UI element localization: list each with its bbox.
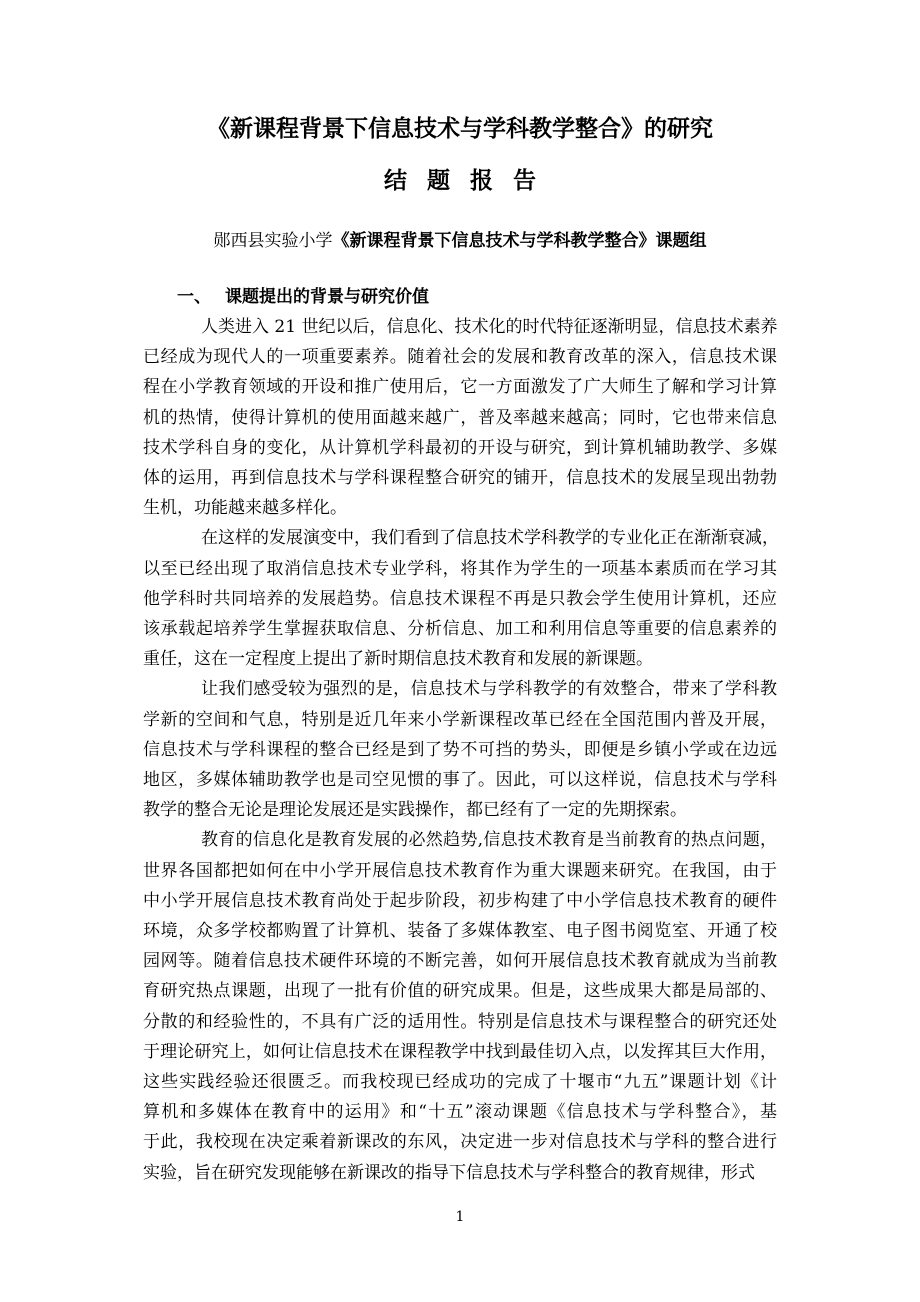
paragraph-line: 地区，多媒体辅助教学也是司空见惯的事了。因此，可以这样说，信息技术与学科 (143, 770, 777, 791)
paragraph-line: 实验，旨在研究发现能够在新课改的指导下信息技术与学科整合的教育规律，形式 (143, 1162, 755, 1183)
paragraph-line: 机的热情，使得计算机的使用面越来越广，普及率越来越高；同时，它也带来信息 (143, 407, 777, 428)
author-group: 《新课程背景下信息技术与学科教学整合》课题组 (332, 231, 707, 251)
paragraph-line: 生机，功能越来越多样化。 (143, 498, 347, 519)
paragraph-line: 技术学科自身的变化，从计算机学科最初的开设与研究，到计算机辅助教学、多媒 (143, 437, 777, 458)
paragraph-line: 这些实践经验还很匮乏。而我校现已经成功的完成了十堰市“九五”课题计划《计 (143, 1072, 777, 1093)
paragraph-line: 人类进入 21 世纪以后，信息化、技术化的时代特征逐渐明显，信息技术素养 (201, 317, 778, 337)
paragraph-line: 中小学开展信息技术教育尚处于起步阶段，初步构建了中小学信息技术教育的硬件 (143, 890, 777, 911)
paragraph-line: 算机和多媒体在教育中的运用》和“十五”滚动课题《信息技术与学科整合》，基 (143, 1102, 777, 1123)
section-heading (177, 283, 429, 311)
paragraph-line: 教育的信息化是教育发展的必然趋势,信息技术教育是当前教育的热点问题， (201, 830, 777, 851)
paragraph-line: 重任，这在一定程度上提出了新时期信息技术教育和发展的新课题。 (143, 649, 653, 670)
paragraph-line: 园网等。随着信息技术硬件环境的不断完善，如何开展信息技术教育就成为当前教 (143, 951, 777, 972)
paragraph-line: 于理论研究上，如何让信息技术在课程教学中找到最佳切入点，以发挥其巨大作用， (143, 1041, 777, 1062)
paragraph-line: 环境，众多学校都购置了计算机、装备了多媒体教室、电子图书阅览室、开通了校 (143, 921, 777, 942)
paragraph-line: 分散的和经验性的，不具有广泛的适用性。特别是信息技术与课程整合的研究还处 (143, 1011, 777, 1032)
paragraph-line: 学新的空间和气息，特别是近几年来小学新课程改革已经在全国范围内普及开展， (143, 709, 777, 730)
paragraph-line: 在这样的发展演变中，我们看到了信息技术学科教学的专业化正在渐渐衰减， (201, 528, 779, 549)
page-number: 1 (455, 1209, 465, 1225)
paragraph-line: 程在小学教育领域的开设和推广使用后，它一方面激发了广大师生了解和学习计算 (143, 377, 777, 398)
document-subtitle: 结题报告 (384, 168, 556, 194)
paragraph-line: 以至已经出现了取消信息技术专业学科，将其作为学生的一项基本素质而在学习其 (143, 558, 777, 579)
paragraph-line: 信息技术与学科课程的整合已经是到了势不可挡的势头，即便是乡镇小学或在边远 (143, 739, 777, 760)
paragraph-line: 教学的整合无论是理论发展还是实践操作，都已经有了一定的先期探索。 (143, 800, 687, 821)
paragraph (143, 825, 777, 1187)
paragraph (143, 523, 777, 674)
paragraph-line: 已经成为现代人的一项重要素养。随着社会的发展和教育改革的深入，信息技术课 (143, 347, 777, 368)
section-title: 课题提出的背景与研究价值 (225, 287, 429, 307)
document-title: 《新课程背景下信息技术与学科教学整合》的研究 (207, 116, 713, 142)
paragraph-line: 于此，我校现在决定乘着新课改的东风，决定进一步对信息技术与学科的整合进行 (143, 1132, 777, 1153)
author-school: 郧西县实验小学 (213, 231, 333, 251)
author-line (0, 228, 920, 254)
paragraph (143, 312, 777, 523)
paragraph-line: 育研究热点课题，出现了一批有价值的研究成果。但是，这些成果大都是局部的、 (143, 981, 777, 1002)
paragraph (143, 674, 777, 825)
section-number: 一、 (177, 287, 211, 307)
paragraph-line: 世界各国都把如何在中小学开展信息技术教育作为重大课题来研究。在我国，由于 (143, 860, 777, 881)
paragraph-line: 他学科时共同培养的发展趋势。信息技术课程不再是只教会学生使用计算机，还应 (143, 588, 777, 609)
paragraph-line: 该承载起培养学生掌握获取信息、分析信息、加工和利用信息等重要的信息素养的 (143, 619, 777, 640)
paragraph-line: 让我们感受较为强烈的是，信息技术与学科教学的有效整合，带来了学科教 (201, 679, 777, 700)
document-body (143, 312, 777, 1188)
paragraph-line: 体的运用，再到信息技术与学科课程整合研究的铺开，信息技术的发展呈现出勃勃 (143, 468, 777, 489)
